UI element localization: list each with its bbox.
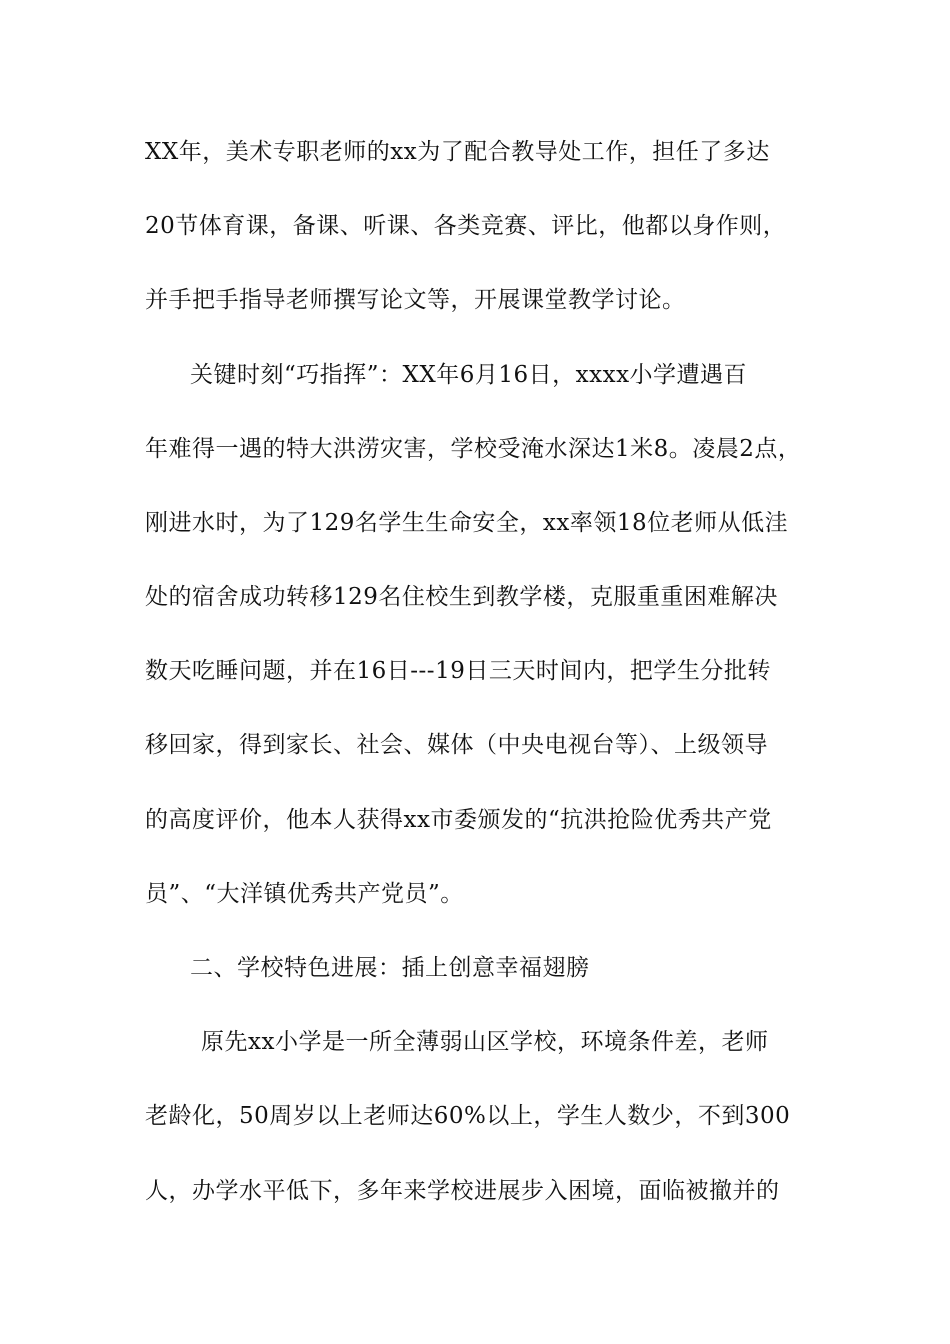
paragraph-line: 员”、“大洋镇优秀共产党员”。 [145, 881, 464, 907]
paragraph-line: 原先xx小学是一所全薄弱山区学校，环境条件差，老师 [201, 1029, 769, 1055]
paragraph-line: 刚进水时，为了129名学生生命安全，xx率领18位老师从低洼 [145, 510, 789, 536]
paragraph-line: 人，办学水平低下，多年来学校进展步入困境，面临被撤并的 [145, 1178, 780, 1204]
paragraph-line: 移回家，得到家长、社会、媒体（中央电视台等）、上级领导 [145, 732, 768, 758]
paragraph-line: 的高度评价，他本人获得xx市委颁发的“抗洪抢险优秀共产党 [145, 807, 772, 833]
paragraph-line: 关键时刻“巧指挥”：XX年6月16日，xxxx小学遭遇百 [190, 362, 748, 388]
paragraph-line: 并手把手指导老师撰写论文等，开展课堂教学讨论。 [145, 287, 686, 313]
paragraph-line: 数天吃睡问题，并在16日---19日三天时间内，把学生分批转 [145, 658, 771, 684]
paragraph-line: 老龄化，50周岁以上老师达60%以上，学生人数少，不到300 [145, 1103, 791, 1129]
paragraph-line: 20节体育课，备课、听课、各类竞赛、评比，他都以身作则， [145, 213, 787, 239]
paragraph-line: XX年，美术专职老师的xx为了配合教导处工作，担任了多达 [145, 139, 770, 165]
section-heading: 二、学校特色进展：插上创意幸福翅膀 [190, 955, 590, 981]
paragraph-line: 年难得一遇的特大洪涝灾害，学校受淹水深达1米8。凌晨2点， [145, 436, 802, 462]
paragraph-line: 处的宿舍成功转移129名住校生到教学楼，克服重重困难解决 [145, 584, 778, 610]
